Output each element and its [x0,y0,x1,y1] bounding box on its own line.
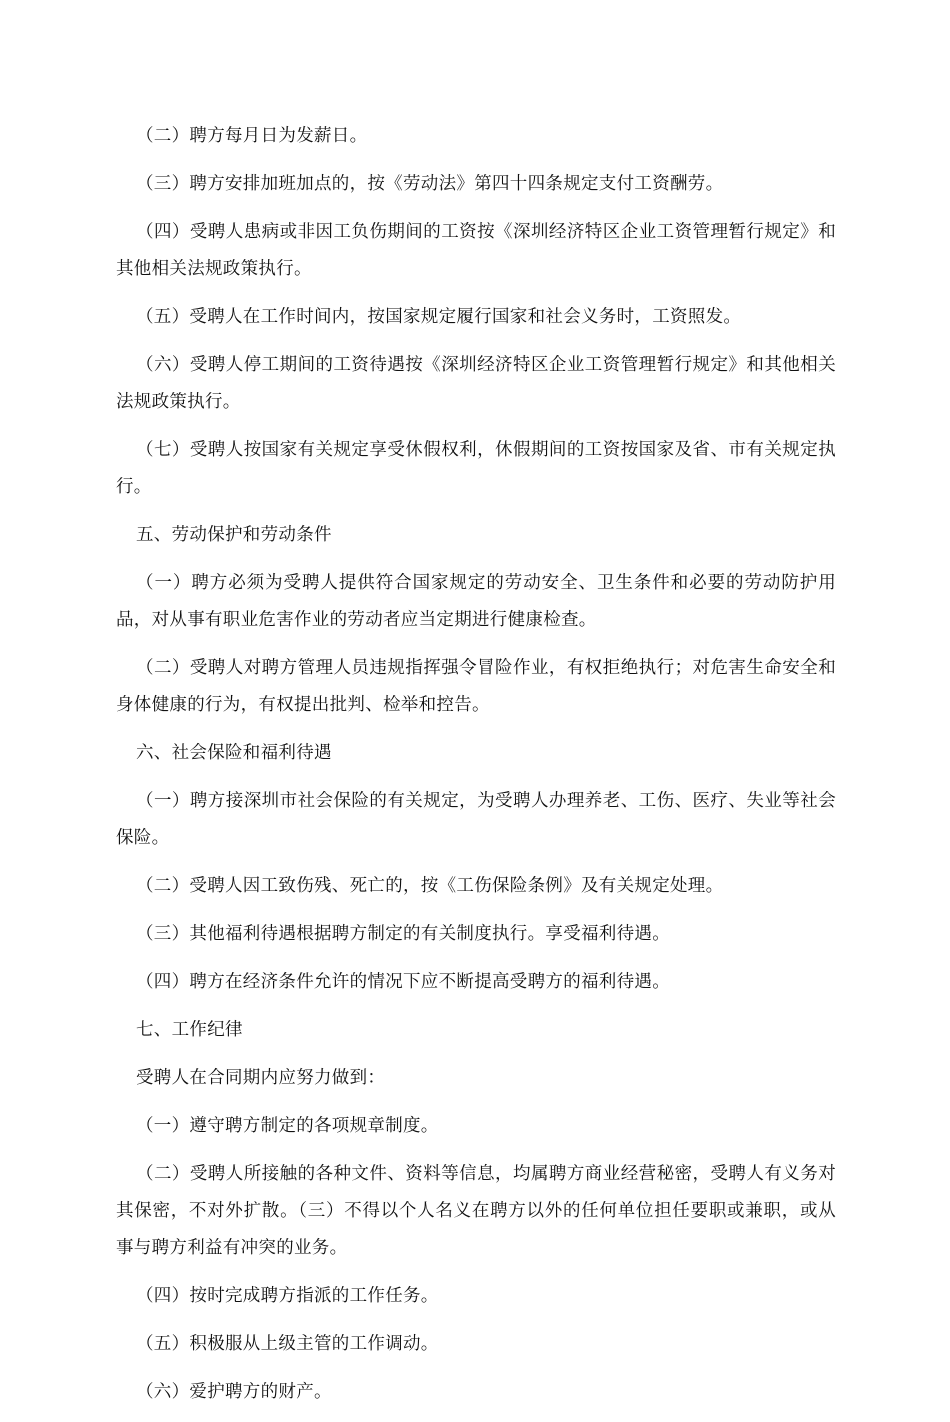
paragraph-insurance: （一）聘方接深圳市社会保险的有关规定，为受聘人办理养老、工伤、医疗、失业等社会保险。 [116,791,836,848]
document-body [116,118,836,1422]
paragraph-confidentiality: （二）受聘人所接触的各种文件、资料等信息，均属聘方商业经营秘密，受聘人有义务对其保密，不对外扩散。（三）不得以个人名义在聘方以外的任何单位担任要职或兼职，或从事与聘方利益有冲突的业务。 [116,1164,836,1258]
paragraph-social-duty-wage: （五）受聘人在工作时间内，按国家规定履行国家和社会义务时，工资照发。 [136,307,742,327]
paragraph-safety-conditions: （一）聘方必须为受聘人提供符合国家规定的劳动安全、卫生条件和必要的劳动防护用品，对从事有职业危害作业的劳动者应当定期进行健康检查。 [116,573,836,630]
paragraph-suspension-wage: （六）受聘人停工期间的工资待遇按《深圳经济特区企业工资管理暂行规定》和其他相关法规政策执行。 [116,355,836,412]
section-heading-social-insurance: 六、社会保险和福利待遇 [136,743,332,763]
paragraph-complete-tasks: （四）按时完成聘方指派的工作任务。 [136,1286,439,1306]
paragraph-discipline-intro: 受聘人在合同期内应努力做到： [136,1068,386,1088]
section-heading-labor-protection: 五、劳动保护和劳动条件 [136,525,332,545]
section-heading-discipline: 七、工作纪律 [136,1020,243,1040]
paragraph-vacation-wage: （七）受聘人按国家有关规定享受休假权利，休假期间的工资按国家及省、市有关规定执行。 [116,440,836,497]
paragraph-overtime: （三）聘方安排加班加点的，按《劳动法》第四十四条规定支付工资酬劳。 [136,174,724,194]
paragraph-other-welfare: （三）其他福利待遇根据聘方制定的有关制度执行。享受福利待遇。 [136,924,670,944]
paragraph-refuse-risky-work: （二）受聘人对聘方管理人员违规指挥强令冒险作业，有权拒绝执行；对危害生命安全和身体健康的行为，有权提出批判、检举和控告。 [116,658,836,715]
paragraph-protect-property: （六）爱护聘方的财产。 [136,1382,332,1402]
paragraph-payday: （二）聘方每月日为发薪日。 [136,126,368,146]
paragraph-obey-transfer: （五）积极服从上级主管的工作调动。 [136,1334,439,1354]
paragraph-sick-leave-wage: （四）受聘人患病或非因工负伤期间的工资按《深圳经济特区企业工资管理暂行规定》和其他相关法规政策执行。 [116,222,836,279]
paragraph-welfare-improvement: （四）聘方在经济条件允许的情况下应不断提高受聘方的福利待遇。 [136,972,670,992]
paragraph-work-injury: （二）受聘人因工致伤残、死亡的，按《工伤保险条例》及有关规定处理。 [136,876,724,896]
paragraph-follow-rules: （一）遵守聘方制定的各项规章制度。 [136,1116,439,1136]
